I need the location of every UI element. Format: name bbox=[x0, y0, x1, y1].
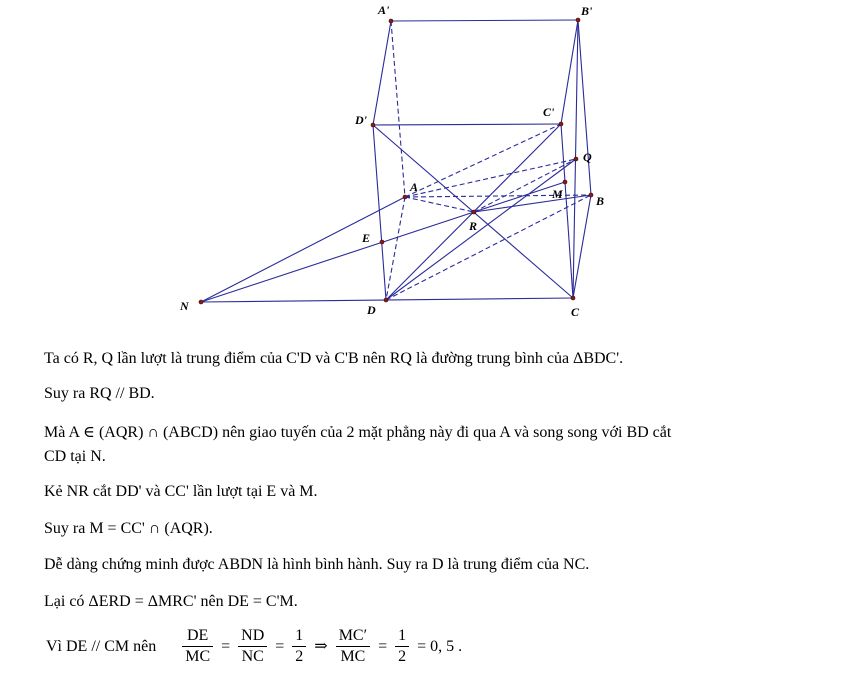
label-q: Q bbox=[583, 150, 592, 164]
label-d: D bbox=[367, 303, 376, 317]
edge-n-a bbox=[201, 197, 405, 302]
point-b bbox=[589, 193, 593, 197]
dashed-edges bbox=[386, 21, 591, 300]
fraction-1-numerator: DE bbox=[182, 626, 213, 647]
point-m bbox=[563, 180, 567, 184]
label-a1: A' bbox=[378, 3, 390, 17]
fraction-2-denominator: NC bbox=[241, 648, 264, 665]
edge-a1-b1 bbox=[391, 20, 578, 21]
label-a: A bbox=[410, 180, 419, 194]
fraction-3-numerator: 1 bbox=[292, 626, 306, 647]
label-r: R bbox=[469, 219, 478, 233]
point-a bbox=[403, 195, 407, 199]
point-c bbox=[571, 296, 575, 300]
paragraph-6: Dễ dàng chứng minh được ABDN là hình bình hành. Suy ra D là trung điểm của NC. bbox=[44, 556, 590, 573]
label-e: E bbox=[362, 231, 371, 245]
paragraph-3a: Mà A ∈ (AQR) ∩ (ABCD) nên giao tuyến của 2 mặt phẳng này đi qua A và song song với BD cắt bbox=[44, 424, 672, 441]
label-c: C bbox=[571, 305, 580, 319]
fraction-one-half-1 bbox=[292, 626, 306, 667]
edge-c1-c bbox=[561, 124, 573, 298]
point-c1 bbox=[559, 122, 563, 126]
paragraph-1: Ta có R, Q lần lượt là trung điểm của C'D và C'B nên RQ là đường trung bình của ΔBDC'. bbox=[44, 350, 624, 367]
fraction-3-denominator: 2 bbox=[295, 648, 304, 665]
points bbox=[199, 18, 593, 304]
fraction-nd-nc bbox=[238, 626, 267, 667]
edge-a-d bbox=[386, 197, 405, 300]
solid-edges bbox=[201, 20, 591, 302]
point-d bbox=[384, 298, 388, 302]
edge-b1-c1 bbox=[561, 20, 578, 124]
paragraph-4: Kẻ NR cắt DD' và CC' lần lượt tại E và M. bbox=[44, 483, 318, 500]
point-b1 bbox=[576, 18, 580, 22]
point-d1 bbox=[371, 123, 375, 127]
paragraph-8-equation bbox=[44, 626, 464, 667]
point-e bbox=[380, 240, 384, 244]
label-b: B bbox=[596, 194, 605, 208]
label-c1: C' bbox=[543, 105, 555, 119]
paragraph-2: Suy ra RQ // BD. bbox=[44, 385, 155, 402]
edge-a1-a bbox=[391, 21, 405, 197]
edge-b-c bbox=[573, 195, 591, 298]
equals-sign-3: = bbox=[378, 637, 388, 655]
fraction-4-denominator: MC bbox=[340, 648, 366, 665]
edge-a1-d1 bbox=[373, 21, 391, 125]
label-b1: B' bbox=[581, 4, 593, 18]
equals-sign-1: = bbox=[221, 637, 231, 655]
equation-lead: Vì DE // CM nên bbox=[46, 637, 157, 655]
fraction-5-numerator: 1 bbox=[395, 626, 409, 647]
label-d1: D' bbox=[355, 113, 367, 127]
fraction-4-numerator: MC′ bbox=[336, 626, 370, 647]
equation-result: = 0, 5 . bbox=[417, 637, 463, 655]
paragraph-7: Lại có ΔERD = ΔMRC' nên DE = C'M. bbox=[44, 593, 298, 610]
point-q bbox=[574, 157, 578, 161]
edge-a-b bbox=[405, 195, 591, 197]
point-a1 bbox=[389, 19, 393, 23]
edge-a-c1 bbox=[405, 124, 561, 197]
label-n: N bbox=[180, 299, 189, 313]
fraction-2-numerator: ND bbox=[238, 626, 267, 647]
point-r bbox=[472, 210, 476, 214]
equals-sign-2: = bbox=[275, 637, 285, 655]
fraction-5-denominator: 2 bbox=[398, 648, 407, 665]
paragraph-3b: CD tại N. bbox=[44, 448, 106, 465]
implies-arrow: ⇒ bbox=[314, 637, 328, 655]
edge-d1-c1 bbox=[373, 124, 561, 125]
edge-a-r bbox=[405, 197, 474, 212]
paragraph-5: Suy ra M = CC' ∩ (AQR). bbox=[44, 520, 213, 537]
fraction-1-denominator: MC bbox=[185, 648, 211, 665]
point-n bbox=[199, 300, 203, 304]
edge-d-b bbox=[386, 195, 591, 300]
edge-b1-b bbox=[578, 20, 591, 195]
fraction-de-mc bbox=[182, 626, 213, 667]
label-m: M bbox=[552, 187, 563, 201]
fraction-mc1-mc bbox=[336, 626, 370, 667]
fraction-one-half-2 bbox=[395, 626, 409, 667]
geometry-figure bbox=[0, 0, 851, 330]
